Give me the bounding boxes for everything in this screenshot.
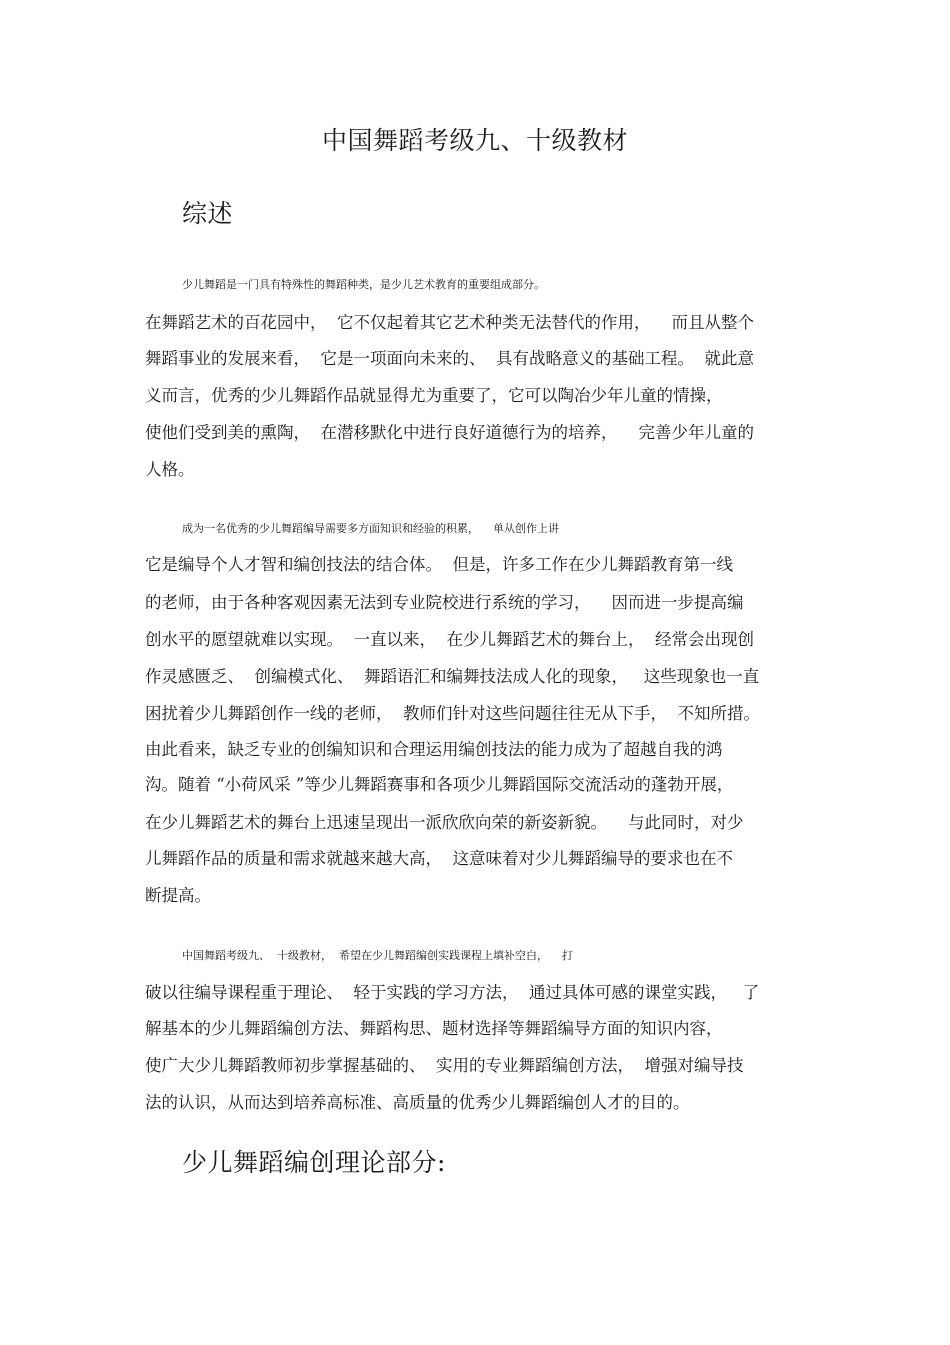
paragraph-line: 困扰着少儿舞蹈创作一线的老师， 教师们针对这些问题往往无从下手， 不知所措。 — [145, 704, 760, 723]
paragraph-line: 成为一名优秀的少儿舞蹈编导需要多方面知识和经验的积累， 单从创作上讲 — [182, 522, 559, 535]
paragraph-line: 它是编导个人才智和编创技法的结合体。 但是，许多工作在少儿舞蹈教育第一线 — [145, 555, 733, 574]
paragraph-line: 使广大少儿舞蹈教师初步掌握基础的、 实用的专业舞蹈编创方法， 增强对编导技 — [145, 1056, 744, 1075]
paragraph-line: 舞蹈事业的发展来看， 它是一项面向未来的、 具有战略意义的基础工程。 就此意 — [145, 349, 754, 368]
paragraph-line: 义而言，优秀的少儿舞蹈作品就显得尤为重要了，它可以陶冶少年儿童的情操， — [145, 386, 723, 405]
paragraph-line: 的老师，由于各种客观因素无法到专业院校进行系统的学习， 因而进一步提高编 — [145, 593, 744, 612]
paragraph-line: 解基本的少儿舞蹈编创方法、舞蹈构思、题材选择等舞蹈编导方面的知识内容， — [145, 1019, 723, 1038]
paragraph-line: 作灵感匮乏、 创编模式化、 舞蹈语汇和编舞技法成人化的现象， 这些现象也一直 — [145, 667, 760, 686]
paragraph-line: 在少儿舞蹈艺术的舞台上迅速呈现出一派欣欣向荣的新姿新貌。 与此同时，对少 — [145, 813, 744, 832]
paragraph-line: 使他们受到美的熏陶， 在潜移默化中进行良好道德行为的培养， 完善少年儿童的 — [145, 423, 754, 442]
paragraph-line: 断提高。 — [145, 886, 211, 905]
paragraph-line: 在舞蹈艺术的百花园中， 它不仅起着其它艺术种类无法替代的作用， 而且从整个 — [145, 313, 754, 332]
section-heading-theory: 少儿舞蹈编创理论部分: — [182, 1148, 446, 1177]
paragraph-line: 少儿舞蹈是一门具有特殊性的舞蹈种类，是少儿艺术教育的重要组成部分。 — [182, 278, 545, 291]
paragraph-line: 沟。随着 “小荷风采 ”等少儿舞蹈赛事和各项少儿舞蹈国际交流活动的蓬勃开展， — [145, 775, 734, 794]
document-title: 中国舞蹈考级九、十级教材 — [321, 126, 628, 155]
paragraph-line: 创水平的愿望就难以实现。 一直以来， 在少儿舞蹈艺术的舞台上， 经常会出现创 — [145, 630, 754, 649]
paragraph-line: 儿舞蹈作品的质量和需求就越来越大高， 这意味着对少儿舞蹈编导的要求也在不 — [145, 849, 733, 868]
paragraph-line: 由此看来，缺乏专业的创编知识和合理运用编创技法的能力成为了超越自我的鸿 — [145, 740, 723, 759]
paragraph-line: 破以往编导课程重于理论、 轻于实践的学习方法， 通过具体可感的课堂实践， 了 — [145, 983, 760, 1002]
paragraph-line: 中国舞蹈考级九、 十级教材， 希望在少儿舞蹈编创实践课程上填补空白， 打 — [182, 949, 573, 962]
paragraph-line: 法的认识，从而达到培养高标准、高质量的优秀少儿舞蹈编创人才的目的。 — [145, 1093, 690, 1112]
section-heading-overview: 综述 — [182, 199, 234, 228]
paragraph-line: 人格。 — [145, 460, 195, 479]
